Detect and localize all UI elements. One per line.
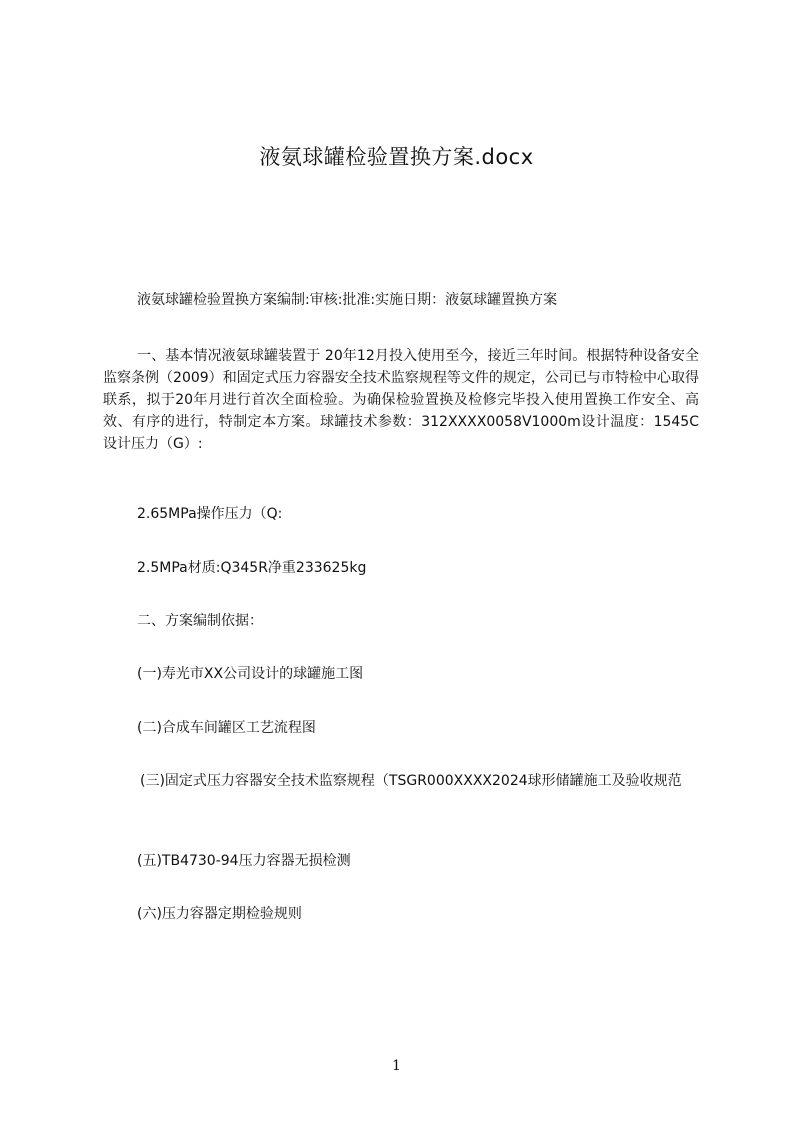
document-title: 液氨球罐检验置换方案.docx [259, 145, 534, 169]
basis-item-3-text: (三)固定式压力容器安全技术监察规程（TSGR000XXXX2024球形储罐施工及验收规范 [140, 773, 682, 789]
parameter-design-pressure: 2.65MPa操作压力（Q: [137, 506, 283, 522]
section-1-paragraph [103, 345, 699, 455]
basis-item-2: (二)合成车间罐区工艺流程图 [137, 720, 316, 736]
basis-item-6: (六)压力容器定期检验规则 [137, 906, 302, 922]
basis-item-3 [103, 770, 699, 792]
page-number: 1 [392, 1058, 401, 1074]
section-1-text: 一、基本情况液氨球罐装置于 20年12月投入使用至今，接近三年时间。根据特种设备安全监察条例（2009）和固定式压力容器安全技术监察规程等文件的规定，公司已与市特检中心取得联系，拟于20年月进行首次全面检验。为确保检验置换及检修完毕投入使用置换工作安全、高效、有序的进行，特制定本方案。球罐技术参数：312XXXX0058V1000m设计温度：1545C设计压力（G）: [103, 348, 699, 452]
parameter-material: 2.5MPa材质:Q345R净重233625kg [137, 560, 367, 576]
document-header-line: 液氨球罐检验置换方案编制:审核:批准:实施日期：液氨球罐置换方案 [137, 292, 558, 308]
basis-item-1: (一)寿光市XX公司设计的球罐施工图 [137, 666, 364, 682]
section-2-heading: 二、方案编制依据： [137, 613, 263, 629]
basis-item-5: (五)TB4730-94压力容器无损检测 [137, 853, 351, 869]
